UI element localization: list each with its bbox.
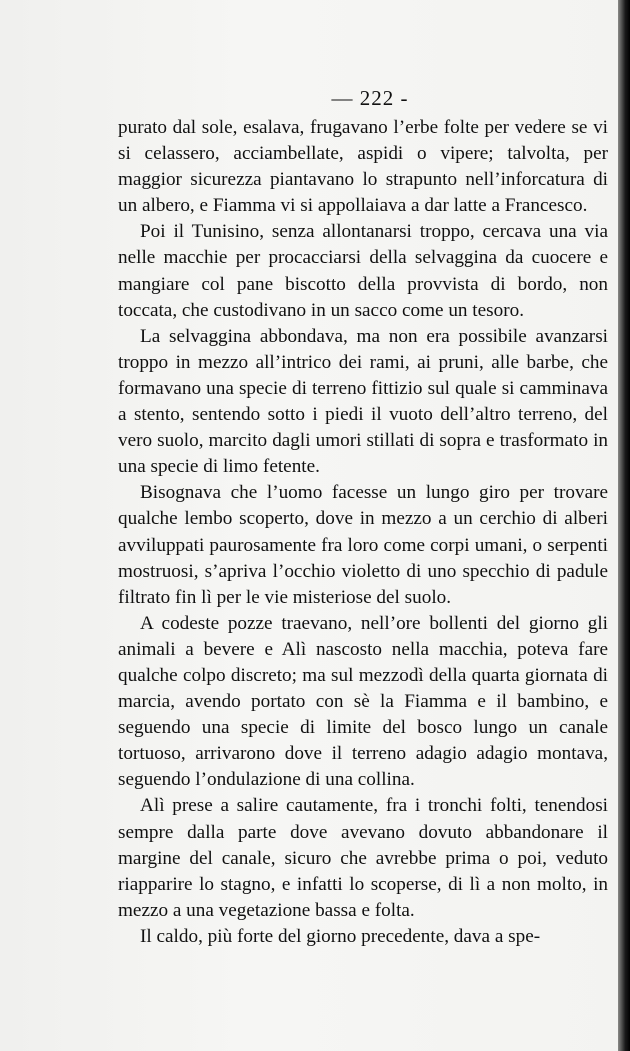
paragraph-4: Bisognava che l’uomo facesse un lungo giro per trovare qualche lembo scoperto, dove in mezzo a un cerchio di alberi avviluppati paurosamente fra loro come corpi umani, o serpenti mostruosi, s’apriva l’occhio violetto di uno specchio di padule filtrato fin lì per le vie misteriose del suolo.	[118, 482, 608, 608]
page-number: — 222 -	[331, 86, 409, 110]
body-text	[118, 115, 608, 950]
book-spine-edge	[618, 0, 630, 1051]
paragraph-1: purato dal sole, esalava, frugavano l’erbe folte per vedere se vi si celassero, acciambellate, aspidi o vipere; talvolta, per maggior sicurezza piantavano lo strapunto nell’inforcatura di un albero, e Fiamma vi si appollaiava a dar latte a Francesco.	[118, 117, 608, 217]
paragraph-3: La selvaggina abbondava, ma non era possibile avanzarsi troppo in mezzo all’intrico dei rami, ai pruni, alle barbe, che formavano una specie di terreno fittizio sul quale si camminava a stento, sentendo sotto i piedi il vuoto dell’altro terreno, del vero suolo, marcito dagli umori stillati di sopra e trasformato in una specie di limo fetente.	[118, 325, 608, 478]
paragraph-7: Il caldo, più forte del giorno precedente, dava a spe-	[140, 925, 541, 947]
paragraph-6: Alì prese a salire cautamente, fra i tronchi folti, tenendosi sempre dalla parte dove avevano dovuto abbandonare il margine del canale, sicuro che avrebbe prima o poi, veduto riapparire lo stagno, e infatti lo scoperse, di lì a non molto, in mezzo a una vegetazione bassa e folta.	[118, 795, 608, 921]
paragraph-2: Poi il Tunisino, senza allontanarsi troppo, cercava una via nelle macchie per procacciarsi della selvaggina da cuocere e mangiare col pane biscotto della provvista di bordo, non toccata, che custodivano in un sacco come un tesoro.	[118, 221, 608, 321]
paragraph-5: A codeste pozze traevano, nell’ore bollenti del giorno gli animali a bevere e Alì nascosto nella macchia, poteva fare qualche colpo discreto; ma sul mezzodì della quarta giornata di marcia, avendo portato con sè la Fiamma e il bambino, e seguendo una specie di limite del bosco lungo un canale tortuoso, arrivarono dove il terreno adagio adagio montava, seguendo l’ondulazione di una collina.	[118, 612, 608, 791]
